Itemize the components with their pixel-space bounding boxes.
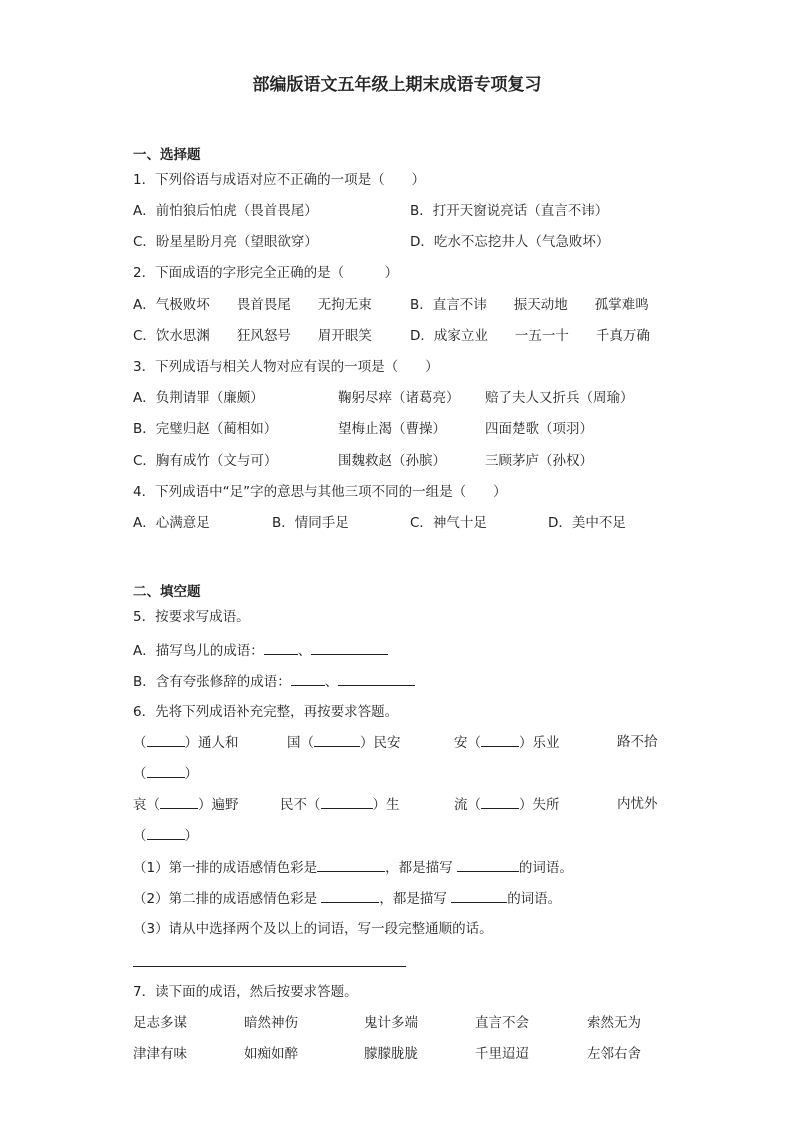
idiom-text: ）失所	[519, 797, 560, 813]
q5-a-blank-2[interactable]	[311, 640, 388, 655]
q3-row-b-item1[interactable]: B．完璧归赵（蔺相如）	[133, 421, 278, 437]
idiom-text: ）民安	[360, 735, 401, 751]
paren-open: （	[133, 828, 147, 844]
idiom-text: 流（	[454, 797, 481, 813]
q7-r2-item-2: 如痴如醉	[244, 1046, 298, 1062]
idiom-text: 安（	[454, 735, 481, 751]
q6-r2-idiom-1	[133, 794, 239, 815]
section-heading-fill: 二、填空题	[133, 584, 201, 600]
q6-r2-idiom-4-end	[133, 825, 198, 846]
q6-sub-3: （3）请从中选择两个及以上的词语，写一段完整通顺的话。	[133, 921, 493, 937]
q6-stem: 6．先将下列成语补充完整，再按要求答题。	[133, 704, 399, 720]
q7-r1-item-2: 暗然神伤	[244, 1015, 298, 1031]
q6-r2-idiom-3	[454, 794, 560, 815]
q6-r1-idiom-3	[454, 732, 560, 753]
q5-part-b-label: B．含有夸张修辞的成语：	[133, 674, 291, 690]
idiom-text: 国（	[287, 735, 314, 751]
q6-r2-blank-1[interactable]	[160, 794, 198, 809]
q6-sub-2	[133, 888, 561, 909]
q5-a-sep: 、	[297, 643, 312, 659]
sub-text: 的词语。	[518, 860, 573, 876]
sub-text: ，都是描写	[385, 860, 457, 876]
q3-row-a-item3: 赔了夫人又折兵（周瑜）	[485, 390, 634, 406]
section-heading-choice: 一、选择题	[133, 147, 201, 163]
q7-r1-item-1: 足志多谋	[133, 1015, 187, 1031]
q6-sub2-blank-2[interactable]	[451, 888, 507, 903]
paren-close: ）	[184, 766, 198, 782]
q6-r1-blank-1[interactable]	[147, 732, 185, 747]
q7-r1-item-5: 索然无为	[587, 1015, 641, 1031]
q2-option-c[interactable]: C．饮水思渊 狂风怒号 眉开眼笑	[133, 328, 372, 344]
page-title: 部编版语文五年级上期末成语专项复习	[252, 75, 542, 95]
idiom-text: ）遍野	[198, 797, 239, 813]
sub-text: 的词语。	[507, 891, 562, 907]
q2-option-d[interactable]: D．成家立业 一五一十 千真万确	[410, 328, 650, 344]
q6-sub-1	[133, 857, 573, 878]
q6-r1-idiom-4-end	[133, 763, 198, 784]
q3-row-a-item1[interactable]: A．负荆请罪（廉颇）	[133, 390, 264, 406]
idiom-text: 哀（	[133, 797, 160, 813]
q3-row-a-item2: 鞠躬尽瘁（诸葛亮）	[338, 390, 460, 406]
sub-text: ，都是描写	[379, 891, 452, 907]
q6-r2-blank-3[interactable]	[481, 794, 519, 809]
q3-row-b-item3: 四面楚歌（项羽）	[485, 421, 593, 437]
q5-b-blank-2[interactable]	[338, 671, 415, 686]
q7-r1-item-4: 直言不会	[475, 1015, 529, 1031]
q4-option-a[interactable]: A．心满意足	[133, 515, 210, 531]
idiom-text: ）生	[372, 797, 400, 813]
q2-option-b[interactable]: B．直言不讳 振天动地 孤掌难鸣	[410, 297, 649, 313]
q3-row-c-item3: 三顾茅庐（孙权）	[485, 453, 593, 469]
q5-stem: 5．按要求写成语。	[133, 609, 250, 625]
q6-r2-idiom-4-start: 内忧外	[617, 796, 658, 812]
q5-part-a	[133, 640, 388, 661]
q5-part-b	[133, 671, 415, 692]
q7-r1-item-3: 鬼计多端	[364, 1015, 418, 1031]
q7-stem: 7．读下面的成语，然后按要求答题。	[133, 984, 358, 1000]
q4-stem: 4．下列成语中“足”字的意思与其他三项不同的一组是（ ）	[133, 484, 507, 500]
sub-text: （2）第二排的成语感情色彩是	[133, 891, 322, 907]
q5-b-sep: 、	[324, 674, 339, 690]
q6-sub1-blank-2[interactable]	[457, 857, 519, 872]
idiom-text: ）通人和	[184, 735, 239, 751]
q2-stem: 2．下面成语的字形完全正确的是（ ）	[133, 265, 399, 281]
idiom-text: 民不（	[280, 797, 321, 813]
paren-open: （	[133, 735, 147, 751]
q1-option-b[interactable]: B．打开天窗说亮话（直言不讳）	[410, 203, 609, 219]
q6-r1-blank-4[interactable]	[147, 763, 185, 778]
q6-r2-blank-2[interactable]	[321, 794, 373, 809]
q3-row-b-item2: 望梅止渴（曹操）	[338, 421, 446, 437]
q7-r2-item-3: 朦朦胧胧	[364, 1046, 418, 1062]
q1-option-a[interactable]: A．前怕狼后怕虎（畏首畏尾）	[133, 203, 318, 219]
q6-r1-blank-2[interactable]	[314, 732, 360, 747]
q3-stem: 3．下列成语与相关人物对应有误的一项是（ ）	[133, 359, 439, 375]
q6-r1-idiom-4-start: 路不拾	[617, 734, 658, 750]
q2-option-a[interactable]: A．气极败坏 畏首畏尾 无拘无束	[133, 297, 372, 313]
q5-part-a-label: A．描写鸟儿的成语：	[133, 643, 264, 659]
sub-text: （1）第一排的成语感情色彩是	[133, 860, 318, 876]
q6-sub2-blank-1[interactable]	[321, 888, 379, 903]
q5-b-blank-1[interactable]	[291, 671, 325, 686]
q6-r1-idiom-2	[287, 732, 401, 753]
paren-open: （	[133, 766, 147, 782]
q6-r2-blank-4[interactable]	[147, 825, 185, 840]
q6-r1-blank-3[interactable]	[481, 732, 519, 747]
q6-sub1-blank-1[interactable]	[317, 857, 385, 872]
q6-r2-idiom-2	[280, 794, 400, 815]
q5-a-blank-1[interactable]	[264, 640, 298, 655]
q6-r1-idiom-1	[133, 732, 239, 753]
q3-row-c-item2: 围魏救赵（孙膑）	[338, 453, 446, 469]
q1-option-c[interactable]: C．盼星星盼月亮（望眼欲穿）	[133, 234, 318, 250]
q3-row-c-item1[interactable]: C．胸有成竹（文与可）	[133, 453, 278, 469]
q6-answer-line[interactable]	[133, 966, 406, 967]
q7-r2-item-1: 津津有味	[133, 1046, 187, 1062]
q7-r2-item-4: 千里迢迢	[475, 1046, 529, 1062]
q4-option-c[interactable]: C．神气十足	[410, 515, 487, 531]
q4-option-d[interactable]: D．美中不足	[548, 515, 626, 531]
q7-r2-item-5: 左邻右舍	[587, 1046, 641, 1062]
idiom-text: ）乐业	[519, 735, 560, 751]
paren-close: ）	[184, 828, 198, 844]
q4-option-b[interactable]: B．情同手足	[272, 515, 349, 531]
q1-option-d[interactable]: D．吃水不忘挖井人（气急败坏）	[410, 234, 610, 250]
q1-stem: 1．下列俗语与成语对应不正确的一项是（ ）	[133, 172, 426, 188]
